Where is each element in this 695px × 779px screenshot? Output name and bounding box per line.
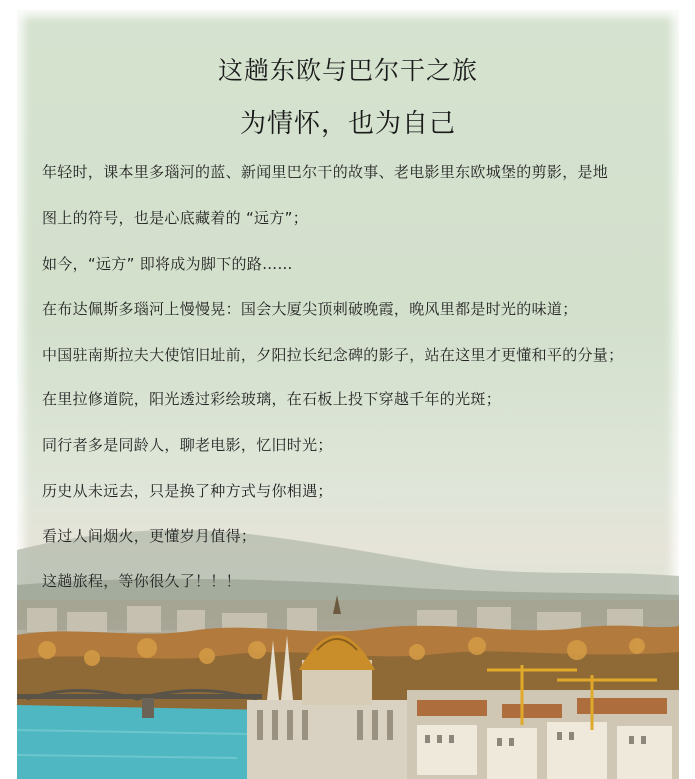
poster-card bbox=[17, 10, 679, 779]
paragraph-line: 这趟旅程，等你很久了！！！ bbox=[42, 572, 241, 590]
paragraph-line: 在里拉修道院，阳光透过彩绘玻璃，在石板上投下穿越千年的光斑； bbox=[42, 390, 502, 408]
title-line-1: 这趟东欧与巴尔干之旅 bbox=[217, 56, 478, 85]
paragraph-line: 看过人间烟火，更懂岁月值得； bbox=[42, 527, 257, 545]
paragraph-line: 图上的符号，也是心底藏着的 “远方”； bbox=[42, 209, 309, 227]
paragraph-line: 同行者多是同龄人，聊老电影，忆旧时光； bbox=[42, 436, 333, 454]
paragraph-line: 年轻时，课本里多瑙河的蓝、新闻里巴尔干的故事、老电影里东欧城堡的剪影，是地 bbox=[42, 163, 609, 181]
paragraph-line: 如今，“远方” 即将成为脚下的路…… bbox=[42, 255, 293, 273]
paragraph-line: 历史从未远去，只是换了种方式与你相遇； bbox=[42, 482, 333, 500]
title-line-2: 为情怀，也为自己 bbox=[239, 109, 456, 139]
paragraph-line: 中国驻南斯拉夫大使馆旧址前，夕阳拉长纪念碑的影子，站在这里才更懂和平的分量； bbox=[42, 346, 624, 364]
paragraph-line: 在布达佩斯多瑙河上慢慢晃：国会大厦尖顶刺破晚霞，晚风里都是时光的味道； bbox=[42, 300, 578, 318]
